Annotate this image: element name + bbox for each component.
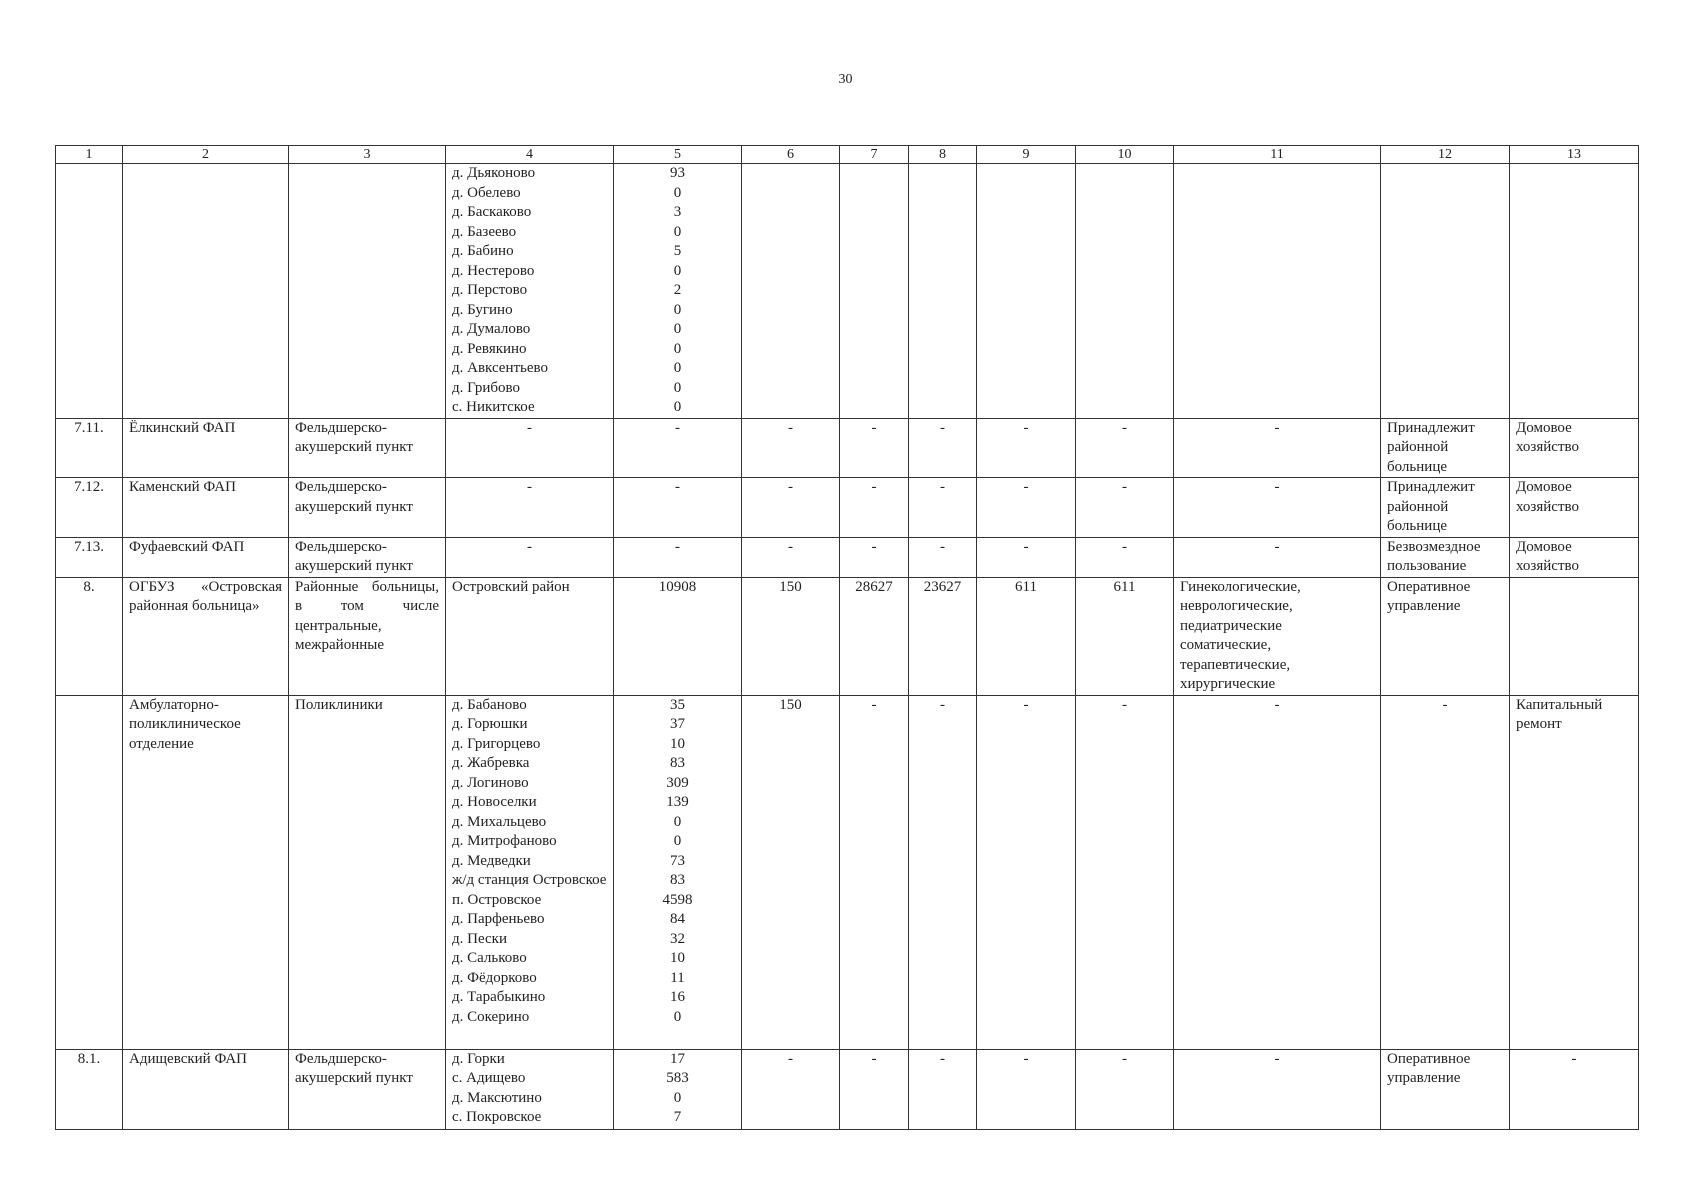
village-name: д. Бабино [452, 243, 514, 259]
header-row [56, 146, 1639, 164]
population-count: 2 [673, 282, 682, 298]
population-count: 10 [670, 950, 685, 966]
area: Островский район [446, 577, 614, 695]
row-number: 7.13. [56, 537, 123, 577]
table-row [56, 418, 1639, 478]
col-header: 9 [977, 146, 1076, 164]
village-name: д. Бабаново [452, 696, 527, 713]
population-count: 0 [673, 184, 682, 201]
cell: 23627 [909, 577, 977, 695]
village-name: д. Базеево [452, 223, 517, 240]
cell: - [614, 478, 742, 538]
cell: - [1076, 478, 1174, 538]
facilities-table [55, 145, 1639, 1130]
cell [1510, 164, 1639, 419]
ownership: Безвозмездное пользование [1381, 537, 1510, 577]
facility-name: Каменский ФАП [123, 478, 289, 538]
col-header: 4 [446, 146, 614, 164]
cell [1076, 164, 1174, 419]
village-name: д. Нестерово [452, 262, 535, 279]
facility-name: Ёлкинский ФАП [123, 418, 289, 478]
population-count: 0 [673, 360, 682, 376]
cell: - [909, 695, 977, 1049]
village-name: д. Новоселки [452, 794, 537, 810]
usage: Домовое хозяйство [1510, 537, 1639, 577]
col-header: 3 [289, 146, 446, 164]
population-count: 4598 [662, 891, 693, 908]
village-name: д. Баскаково [452, 204, 532, 220]
usage: Домовое хозяйство [1510, 478, 1639, 538]
population-count: 17 [670, 1050, 685, 1067]
cell: - [614, 537, 742, 577]
row-number: 8.1. [56, 1049, 123, 1129]
cell: - [1076, 1049, 1174, 1129]
col-header: 11 [1174, 146, 1381, 164]
usage: - [1510, 1049, 1639, 1129]
cell: - [977, 1049, 1076, 1129]
population-count: 309 [666, 774, 689, 791]
cell: 28627 [840, 577, 909, 695]
village-name: д. Ревякино [452, 340, 527, 357]
cell [840, 164, 909, 419]
village-name: д. Митрофаново [452, 833, 557, 849]
cell [1174, 164, 1381, 419]
cell: - [1174, 418, 1381, 478]
cell: - [840, 695, 909, 1049]
population-count: 0 [673, 813, 682, 830]
village-name: д. Пески [452, 930, 507, 947]
village-name: с. Никитское [452, 399, 535, 415]
population-count: 0 [673, 301, 682, 318]
village-name: д. Сокерино [452, 1008, 530, 1025]
usage: Домовое хозяйство [1510, 418, 1639, 478]
cell [289, 164, 446, 419]
cell [909, 164, 977, 419]
ownership: Принадлежит районной больнице [1381, 418, 1510, 478]
cell: 611 [977, 577, 1076, 695]
table-row [56, 1049, 1639, 1129]
village-name: д. Перстово [452, 282, 528, 298]
facility-name: ОГБУЗ «Островская районная больница» [123, 577, 289, 695]
cell: - [977, 695, 1076, 1049]
cell: - [1174, 695, 1381, 1049]
facility-type: Фельдшерско-акушерский пункт [289, 478, 446, 538]
village-name: д. Михальцево [452, 813, 547, 830]
cell: - [1076, 695, 1174, 1049]
cell [1381, 164, 1510, 419]
row-number: 8. [56, 577, 123, 695]
village-name: д. Тарабыкино [452, 989, 546, 1005]
cell: - [614, 418, 742, 478]
cell: - [1174, 537, 1381, 577]
population-count: 0 [673, 379, 682, 396]
cell: - [840, 478, 909, 538]
facility-type: Фельдшерско-акушерский пункт [289, 537, 446, 577]
population-count: 3 [673, 204, 682, 220]
population-count: 0 [673, 321, 682, 337]
facility-type: Фельдшерско-акушерский пункт [289, 1049, 446, 1129]
cell: - [840, 418, 909, 478]
village-name: д. Сальково [452, 950, 527, 966]
cell: - [742, 537, 840, 577]
usage: Капитальный ремонт [1510, 695, 1639, 1049]
col-header: 2 [123, 146, 289, 164]
cell: 150 [742, 577, 840, 695]
cell: - [742, 478, 840, 538]
population-count: 139 [666, 794, 689, 810]
population-count: 5 [673, 243, 682, 259]
village-list [446, 164, 614, 419]
village-name: д. Медведки [452, 852, 531, 869]
cell: - [1174, 1049, 1381, 1129]
table-row [56, 478, 1639, 538]
col-header: 13 [1510, 146, 1639, 164]
cell: - [977, 418, 1076, 478]
population-count: 0 [673, 833, 682, 849]
population-count: 0 [673, 262, 682, 279]
population-count: 11 [670, 969, 685, 986]
village-name: с. Покровское [452, 1109, 542, 1125]
col-header: 1 [56, 146, 123, 164]
cell: - [840, 1049, 909, 1129]
population-count: 0 [673, 223, 682, 240]
population-count: 32 [670, 930, 685, 947]
page-number: 30 [838, 72, 853, 87]
count-list [614, 164, 742, 419]
col-header: 6 [742, 146, 840, 164]
cell [742, 164, 840, 419]
count-list [614, 695, 742, 1049]
village-name: д. Максютино [452, 1089, 542, 1106]
cell [977, 164, 1076, 419]
population-count: 83 [670, 872, 685, 888]
cell: 10908 [614, 577, 742, 695]
population-count: 0 [673, 1089, 682, 1106]
population-count: 0 [673, 340, 682, 357]
facility-type: Поликлиники [289, 695, 446, 1049]
row-number: 7.12. [56, 478, 123, 538]
village-name: д. Парфеньево [452, 911, 545, 927]
population-count: 16 [670, 989, 685, 1005]
area: - [446, 478, 614, 538]
population-count: 35 [670, 696, 685, 713]
village-name: д. Дьяконово [452, 165, 536, 181]
cell: - [909, 478, 977, 538]
cell: - [909, 418, 977, 478]
col-header: 10 [1076, 146, 1174, 164]
population-count: 10 [670, 735, 685, 752]
facility-type: Фельдшерско-акушерский пункт [289, 418, 446, 478]
ownership: Оперативное управление [1381, 1049, 1510, 1129]
cell: - [742, 1049, 840, 1129]
table-row [56, 537, 1639, 577]
village-name: д. Логиново [452, 774, 529, 791]
population-count: 0 [673, 1008, 682, 1025]
usage [1510, 577, 1639, 695]
profiles: Гинекологические, неврологические, педиатрические соматические, терапевтические, хирургические [1174, 577, 1381, 695]
population-count: 7 [673, 1109, 682, 1125]
cell: - [1076, 537, 1174, 577]
cell: - [840, 537, 909, 577]
village-name: д. Авксентьево [452, 360, 549, 376]
area: - [446, 418, 614, 478]
village-name: с. Адищево [452, 1070, 526, 1086]
row-number: 7.11. [56, 418, 123, 478]
population-count: 93 [670, 165, 685, 181]
cell [56, 164, 123, 419]
population-count: 37 [670, 716, 685, 732]
cell: - [977, 478, 1076, 538]
table-row [56, 577, 1639, 695]
village-name: д. Грибово [452, 379, 520, 396]
facility-type: Районные больницы, в том числе центральные, межрайонные [289, 577, 446, 695]
cell [123, 164, 289, 419]
village-name: д. Обелево [452, 184, 521, 201]
table-row [56, 164, 1639, 419]
village-name: д. Горки [452, 1050, 505, 1067]
cell [56, 695, 123, 1049]
population-count: 83 [670, 755, 685, 771]
cell: - [742, 418, 840, 478]
col-header: 5 [614, 146, 742, 164]
cell: 611 [1076, 577, 1174, 695]
facility-name: Амбулаторно-поликлиническое отделение [123, 695, 289, 1049]
village-name: д. Фёдорково [452, 969, 537, 986]
population-count: 73 [670, 852, 685, 869]
area: - [446, 537, 614, 577]
cell: - [1076, 418, 1174, 478]
cell: - [977, 537, 1076, 577]
col-header: 8 [909, 146, 977, 164]
village-name: д. Жабревка [452, 755, 530, 771]
village-list [446, 1049, 614, 1129]
cell: - [909, 537, 977, 577]
village-name: д. Горюшки [452, 716, 528, 732]
cell: 150 [742, 695, 840, 1049]
village-name: д. Бугино [452, 301, 513, 318]
village-name: д. Думалово [452, 321, 531, 337]
population-count: 583 [666, 1070, 689, 1086]
facility-name: Фуфаевский ФАП [123, 537, 289, 577]
facility-name: Адищевский ФАП [123, 1049, 289, 1129]
village-name: п. Островское [452, 891, 542, 908]
col-header: 12 [1381, 146, 1510, 164]
ownership: Принадлежит районной больнице [1381, 478, 1510, 538]
count-list [614, 1049, 742, 1129]
village-name: д. Григорцево [452, 735, 541, 752]
ownership: Оперативное управление [1381, 577, 1510, 695]
village-name: ж/д станция Островское [452, 872, 607, 888]
village-list [446, 695, 614, 1049]
cell: - [1174, 478, 1381, 538]
population-count: 0 [673, 399, 682, 415]
cell: - [909, 1049, 977, 1129]
cell: - [1381, 695, 1510, 1049]
col-header: 7 [840, 146, 909, 164]
table-row [56, 695, 1639, 1049]
population-count: 84 [670, 911, 685, 927]
